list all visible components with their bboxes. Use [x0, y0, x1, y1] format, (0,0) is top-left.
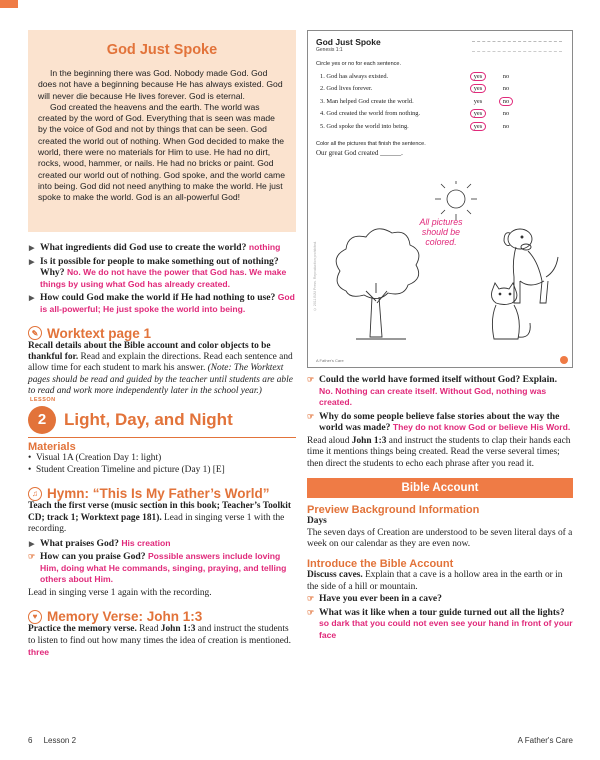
triangle-bullet-icon: ▶ — [29, 244, 35, 252]
cave-question-2: ☞ What was it like when a tour guide turned out all the lights? so dark that you could not even see your hand in front of your face — [307, 606, 573, 640]
heart-icon: ♥ — [28, 610, 42, 624]
speech-icon: ☞ — [307, 607, 315, 617]
lesson-header — [28, 396, 296, 434]
sun-drawing-icon — [435, 181, 477, 220]
hymn-after: Lead in singing verse 1 again with the recording. — [28, 587, 212, 598]
question-5: ☞ Why do some people believe false stories about the way the world was made? They do not know God or believe His Word. — [307, 410, 571, 434]
worktext-heading: ✎ Worktext page 1 — [28, 326, 296, 341]
speech-icon: ☞ — [307, 411, 315, 421]
question-3: ▶ How could God make the world if He had nothing to use? God is all-powerful; He just spoke the world into being. — [29, 292, 295, 314]
hymn-heading: ♫ Hymn: “This Is My Father’s World” — [28, 486, 296, 501]
footer-left: 6 Lesson 2 — [28, 736, 77, 745]
materials-item: • Visual 1A (Creation Day 1: light) — [28, 453, 296, 465]
yes-no-table — [320, 70, 520, 133]
table-row: 1. God has always existed. yes no — [320, 72, 510, 80]
story-paragraph-2: God created the heavens and the earth. The world was created by the word of God. Everything that is seen was made by the voice of God and not by things that can be seen. God created the world out of nothing. When God decided to make the world, there were no materials for Him to use. He had no dirt, rocks, wood, hammer, or nails. He had no bricks or paint. God created our world out of nothing. God spoke, and the world came into being. God did not need anything to make the world. He just spoke to make the world. God is an all-powerful God! — [38, 101, 285, 203]
worksheet-copyright: © 2011 BJU Press. Reproduction prohibited. — [313, 241, 317, 312]
cave-question-1: ☞ Have you ever been in a cave? — [307, 593, 442, 605]
worksheet-title: God Just Spoke — [316, 37, 381, 47]
pencil-icon: ✎ — [28, 326, 42, 340]
triangle-bullet-icon: ▶ — [29, 539, 35, 548]
story-title: God Just Spoke — [106, 42, 218, 58]
dog-drawing-icon — [504, 229, 558, 303]
intro-heading: Introduce the Bible Account — [307, 558, 454, 571]
question-1: ▶ What ingredients did God use to create the world? nothing — [29, 242, 281, 253]
hymn-question-1: ▶ What praises God? His creation — [29, 537, 171, 549]
days-heading: Days — [307, 516, 327, 527]
answer-2: No. We do not have the power that God has. We make things by using what God has already created. — [40, 267, 287, 289]
speech-icon: ☞ — [307, 594, 315, 604]
lesson-title: Light, Day, and Night — [64, 409, 233, 429]
worksheet-sentence: Our great God created ______. — [316, 148, 403, 157]
preview-heading: Preview Background Information — [307, 504, 480, 517]
worksheet-reference: Genesis 1:1 — [316, 47, 343, 53]
triangle-bullet-icon: ▶ — [29, 294, 35, 303]
question-2: ▶ Is it possible for people to make something out of nothing? Why? No. We do not have the power that God has. We make things by using what God has already created. — [29, 255, 287, 289]
reading-instructions: Read aloud John 1:3 and instruct the students to clap their hands each time it mentions things being created. Read the verse several times; then direct the students to echo each phrase after you read it. — [307, 435, 571, 469]
left-questions — [28, 242, 296, 316]
table-row: 3. Man helped God create the world. yes no — [320, 95, 520, 108]
worksheet-footer: A Father's Care — [316, 358, 344, 363]
memory-body: Practice the memory verse. Read John 1:3 and instruct the students to listen to find out how many times the idea of creation is mentioned. three — [28, 624, 291, 658]
page-footer — [28, 733, 573, 749]
speech-icon: ☞ — [307, 375, 315, 384]
bible-account-banner: Bible Account — [307, 478, 573, 498]
corner-tab — [0, 0, 18, 8]
worksheet-drawings — [316, 181, 566, 351]
left-column — [28, 30, 296, 660]
answer-3: God is all-powerful; He just spoke the world into being. — [40, 292, 295, 314]
hymn-body: Teach the first verse (music section in this book; Teacher’s Toolkit CD; track 1; Worktext page 181). Lead in singing verse 1 with the recording. — [28, 501, 292, 535]
right-column — [307, 30, 573, 644]
lesson-number-badge: LESSON 2 — [28, 406, 56, 434]
lesson-rule — [28, 437, 296, 439]
music-note-icon: ♫ — [28, 487, 42, 501]
tree-drawing-icon — [336, 229, 419, 339]
worktext-page-image — [307, 30, 573, 368]
triangle-bullet-icon: ▶ — [29, 257, 35, 266]
footer-book-title: A Father's Care — [517, 736, 573, 745]
story-box — [28, 30, 296, 232]
question-4: ☞ Could the world have formed itself without God? Explain. No. Nothing can create itself. Without God, nothing was created. — [307, 374, 557, 408]
discuss-caves: Discuss caves. Explain that a cave is a hollow area in the earth or in the side of a hill or mountain. — [307, 570, 563, 592]
worksheet-page-dot — [560, 356, 568, 364]
cat-drawing-icon — [492, 283, 531, 339]
worksheet-instruction-2: Color all the pictures that finish the sentence. — [316, 140, 426, 147]
days-text: The seven days of Creation are understood to be seven literal days of a week on our calendar as they are even now. — [307, 527, 573, 549]
worksheet-instruction-1: Circle yes or no for each sentence. — [316, 61, 401, 67]
date-line — [472, 51, 562, 52]
table-row: 5. God spoke the world into being. yes no — [320, 122, 510, 130]
materials-heading: Materials — [28, 441, 76, 454]
memory-heading: ♥ Memory Verse: John 1:3 — [28, 609, 296, 624]
table-row: 4. God created the world from nothing. yes no — [320, 110, 510, 118]
worktext-body: Recall details about the Bible account and color objects to be thankful for. Read and explain the directions. Read each sentence and allow time for each student to mark his answer. (Note: The Worktext pages should be read and guided by the teacher until students are able to read and work more independently later in the school year.) — [28, 340, 293, 397]
hymn-question-2: ☞ How can you praise God? Possible answers include loving Him, doing what He commands, singing, praying, and telling others about Him. — [28, 551, 287, 585]
speech-icon: ☞ — [28, 552, 36, 562]
right-questions — [307, 374, 573, 434]
story-paragraph-1: In the beginning there was God. Nobody made God. God does not have a beginning because He has always existed. God will never die because He lives forever. God is eternal. — [38, 68, 283, 101]
table-row: 2. God lives forever. yes no — [320, 85, 510, 93]
materials-list — [28, 453, 296, 476]
answer-1: nothing — [248, 242, 281, 252]
coloring-answer-note: All pictures should be colored. — [419, 217, 463, 247]
materials-item: • Student Creation Timeline and picture (Day 1) [E] — [28, 465, 296, 477]
name-line — [472, 41, 562, 42]
